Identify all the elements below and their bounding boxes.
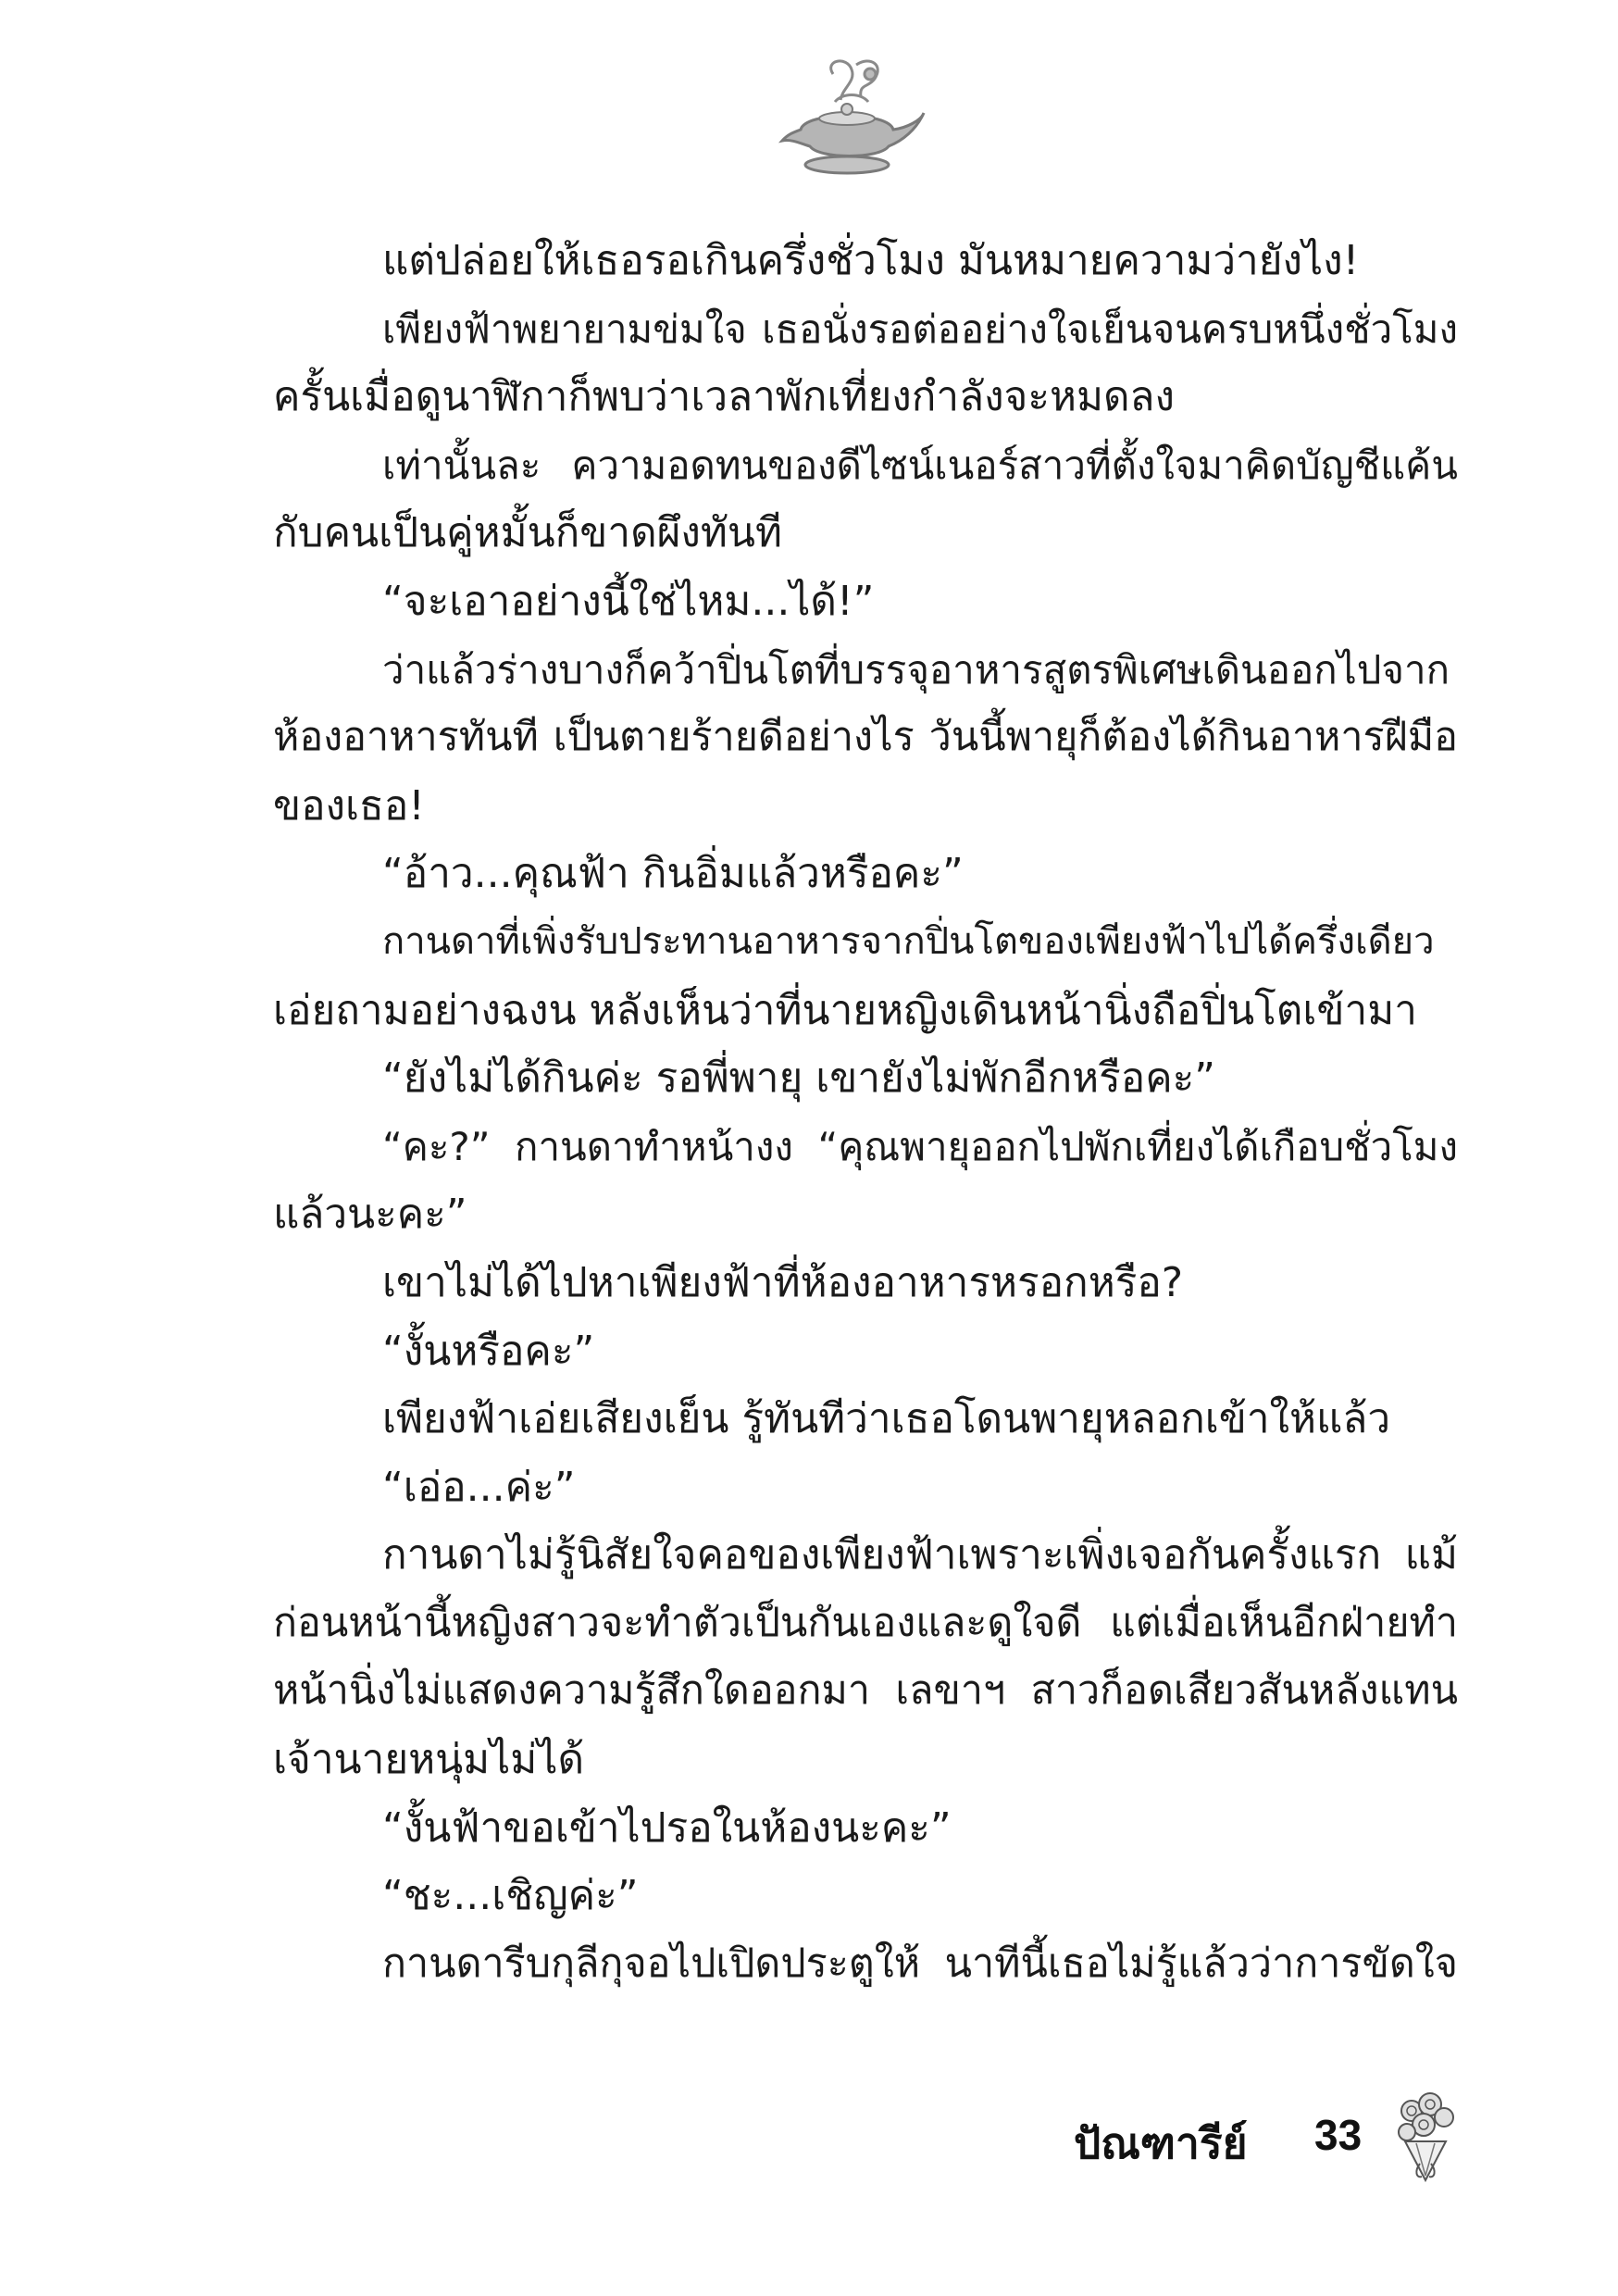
genie-lamp-icon xyxy=(768,56,926,185)
text-line: “เอ่อ...ค่ะ” xyxy=(382,1463,576,1511)
book-title: ปัณฑารีย์ xyxy=(1074,2118,1248,2168)
body-text xyxy=(273,227,1458,1998)
page-footer xyxy=(1074,2088,1481,2190)
text-line: ครั้นเมื่อดูนาฬิกาก็พบว่าเวลาพักเที่ยงกำลังจะหมดลง xyxy=(273,373,1175,421)
text-line: “ชะ...เชิญค่ะ” xyxy=(382,1872,639,1920)
text-line: แต่ปล่อยให้เธอรอเกินครึ่งชั่วโมง มันหมายความว่ายังไง! xyxy=(382,237,1360,284)
text-line: เจ้านายหนุ่มไม่ได้ xyxy=(273,1736,585,1784)
text-line: เพียงฟ้าเอ่ยเสียงเย็น รู้ทันทีว่าเธอโดนพายุหลอกเข้าให้แล้ว xyxy=(382,1395,1391,1443)
text-line: เพียงฟ้าพยายามข่มใจ เธอนั่งรอต่ออย่างใจเย็นจนครบหนึ่งชั่วโมง xyxy=(382,306,1458,352)
text-line: ว่าแล้วร่างบางก็คว้าปิ่นโตที่บรรจุอาหารสูตรพิเศษเดินออกไปจาก xyxy=(382,646,1450,693)
text-line: กานดารีบกุลีกุจอไปเปิดประตูให้ นาทีนี้เธอไม่รู้แล้วว่าการขัดใจ xyxy=(382,1940,1458,1987)
text-line: “งั้นฟ้าขอเข้าไปรอในห้องนะคะ” xyxy=(382,1803,952,1852)
text-line: หน้านิ่งไม่แสดงความรู้สึกใดออกมา เลขาฯ สาวก็อดเสียวสันหลังแทน xyxy=(273,1667,1458,1715)
text-line: แล้วนะคะ” xyxy=(273,1191,467,1239)
text-line: กานดาไม่รู้นิสัยใจคอของเพียงฟ้าเพราะเพิ่งเจอกันครั้งแรก แม้ xyxy=(382,1531,1458,1579)
text-line: “จะเอาอย่างนี้ใช่ไหม...ได้!” xyxy=(382,577,875,625)
text-line: ของเธอ! xyxy=(273,781,425,830)
text-line: เท่านั้นละ ความอดทนของดีไซน์เนอร์สาวที่ตั้งใจมาคิดบัญชีแค้น xyxy=(382,442,1458,488)
text-line: เอ่ยถามอย่างฉงน หลังเห็นว่าที่นายหญิงเดินหน้านิ่งถือปิ่นโตเข้ามา xyxy=(273,986,1417,1034)
page-number: 33 xyxy=(1314,2111,1363,2159)
text-line: กานดาที่เพิ่งรับประทานอาหารจากปิ่นโตของเพียงฟ้าไปได้ครึ่งเดียว xyxy=(382,919,1435,963)
text-line: ก่อนหน้านี้หญิงสาวจะทำตัวเป็นกันเองและดูใจดี แต่เมื่อเห็นอีกฝ่ายทำ xyxy=(273,1599,1458,1646)
text-line: “ยังไม่ได้กินค่ะ รอพี่พายุ เขายังไม่พักอีกหรือคะ” xyxy=(382,1054,1216,1103)
text-line: “งั้นหรือคะ” xyxy=(382,1327,595,1375)
text-line: “คะ?” กานดาทำหน้างง “คุณพายุออกไปพักเที่ยงได้เกือบชั่วโมง xyxy=(382,1123,1458,1169)
text-line: กับคนเป็นคู่หมั้นก็ขาดผึงทันที xyxy=(273,509,782,557)
text-line: “อ้าว...คุณฟ้า กินอิ่มแล้วหรือคะ” xyxy=(382,850,964,898)
flower-bouquet-icon xyxy=(1388,2088,1462,2190)
text-line: ห้องอาหารทันที เป็นตายร้ายดีอย่างไร วันนี้พายุก็ต้องได้กินอาหารฝีมือ xyxy=(273,714,1458,761)
text-line: เขาไม่ได้ไปหาเพียงฟ้าที่ห้องอาหารหรอกหรือ? xyxy=(382,1258,1184,1306)
